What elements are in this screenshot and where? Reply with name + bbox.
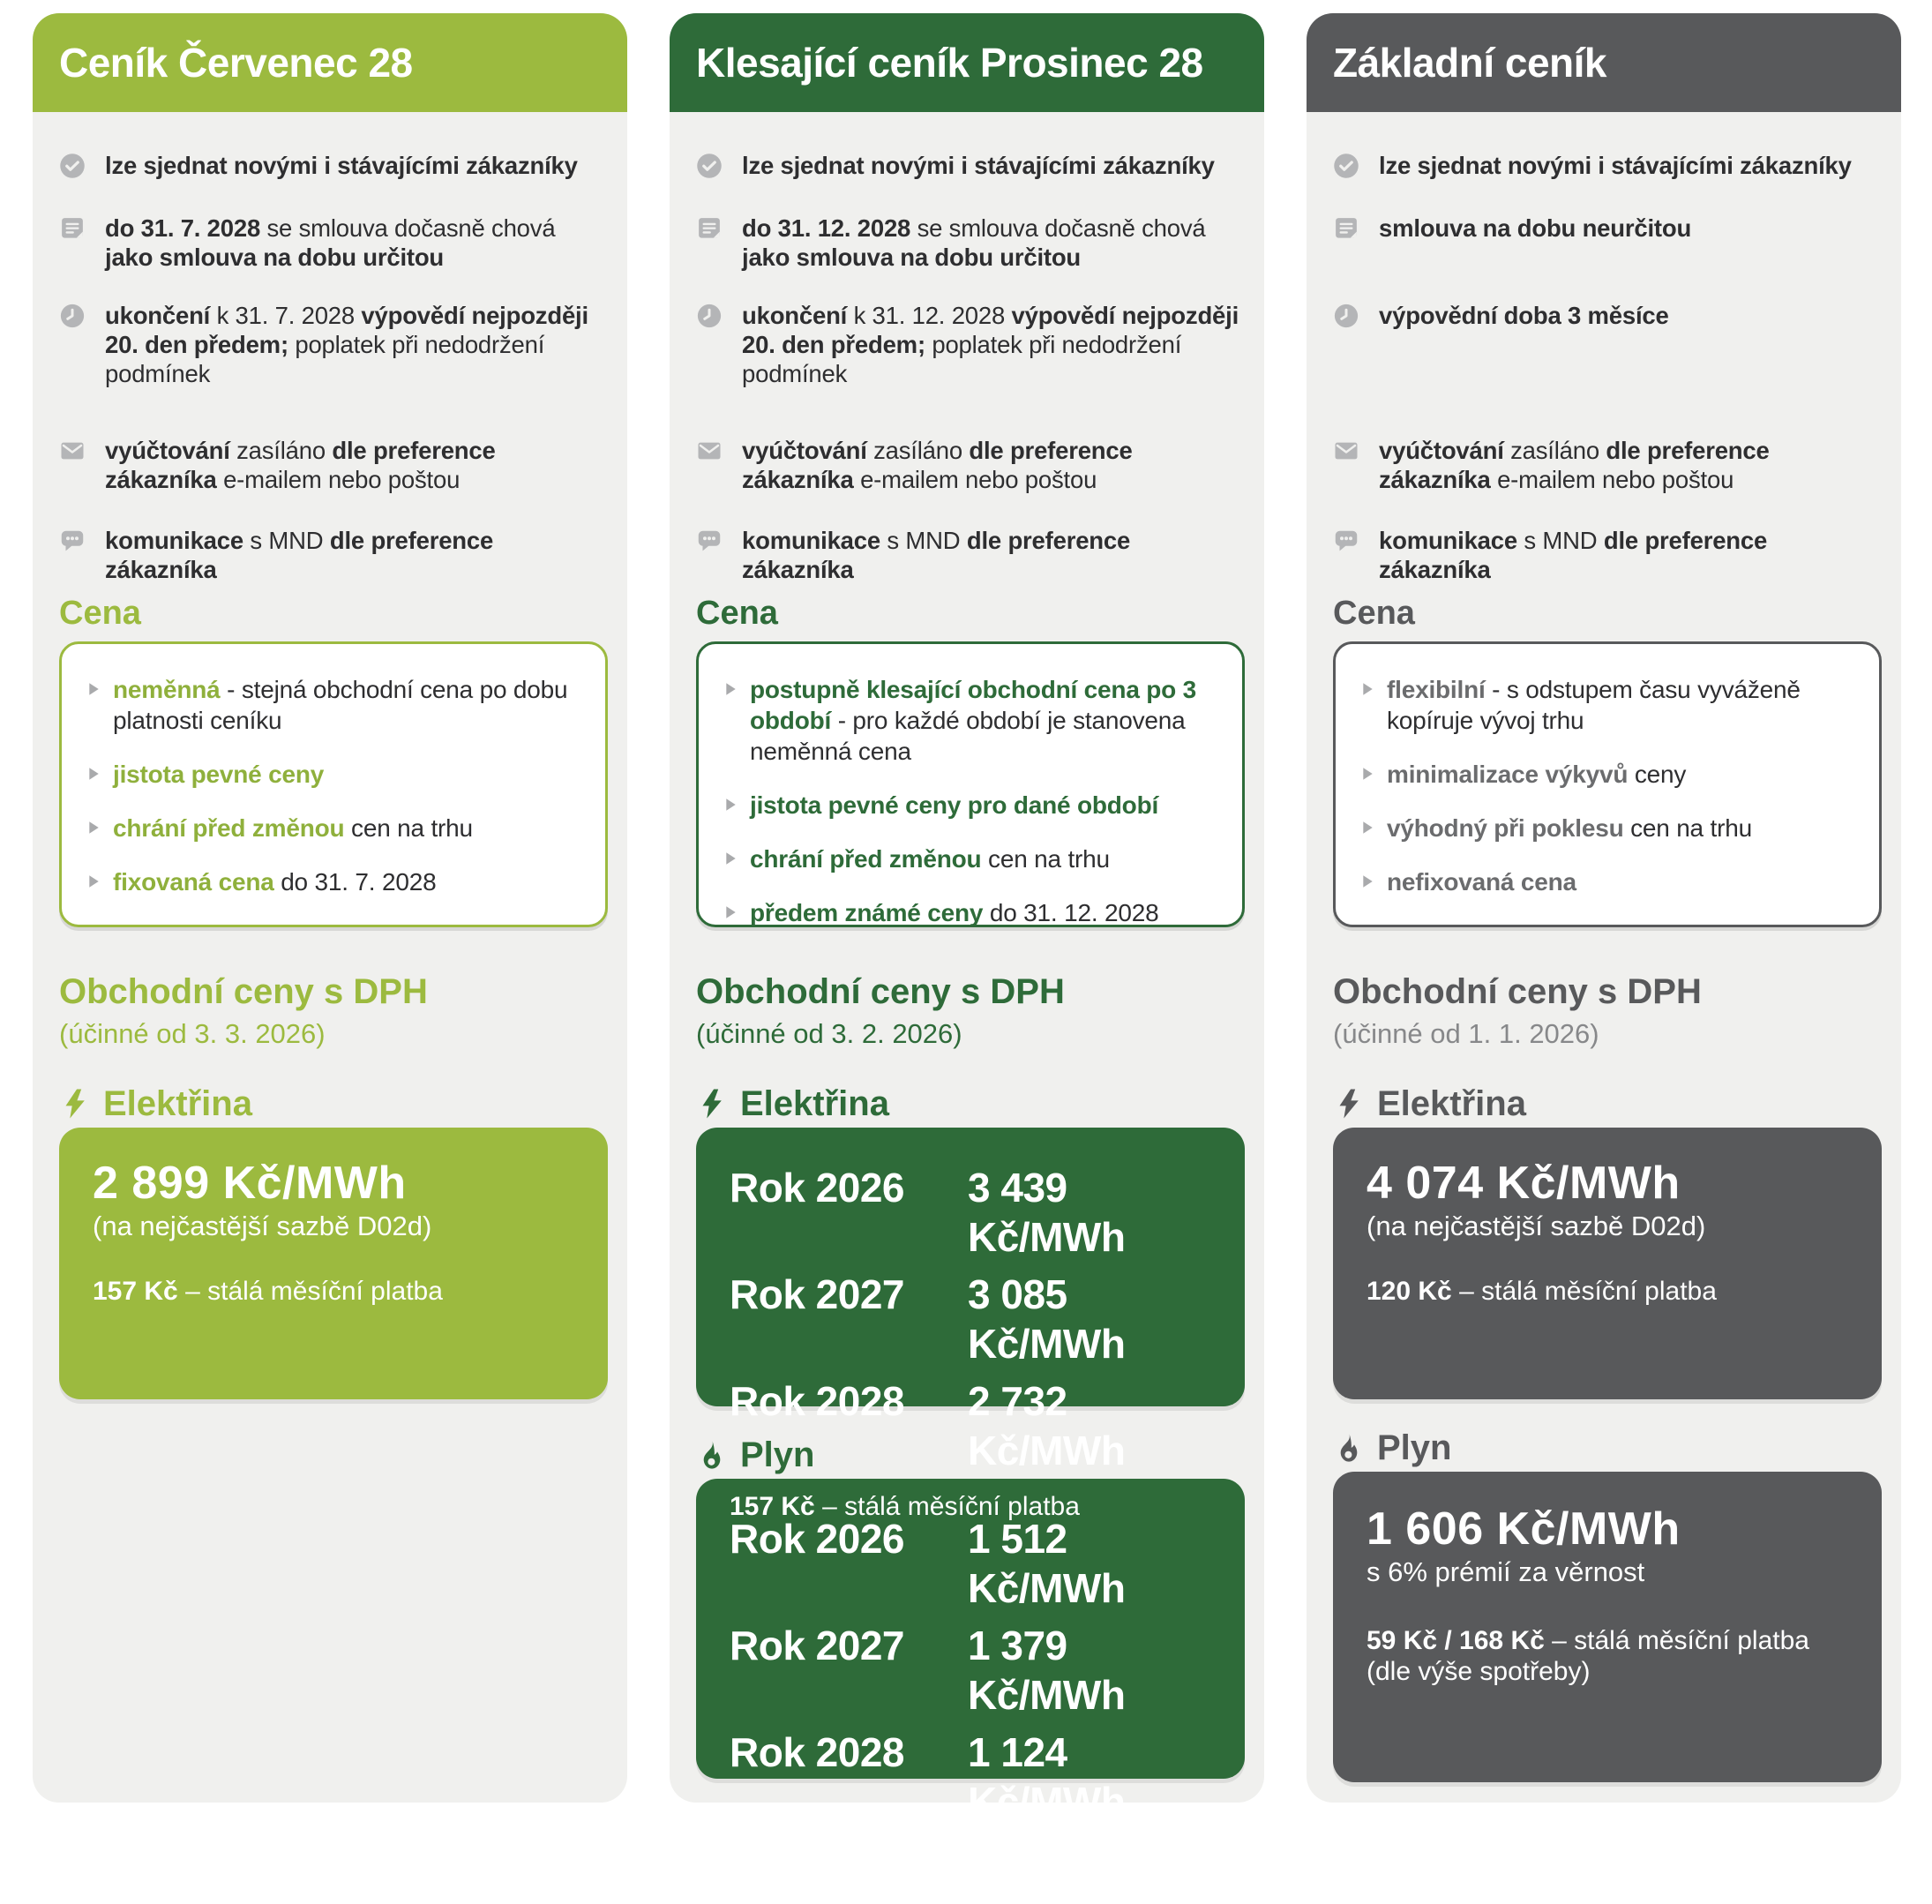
price-feature-item [725,790,1219,821]
price-feature-text [113,674,582,736]
electricity-heading [59,1083,608,1124]
triangle-bullet-icon [88,767,100,781]
triangle-bullet-icon [1362,821,1374,835]
bullet-text [105,151,578,180]
chat-bubble-icon [696,528,723,554]
year-label: Rok 2028 [730,1729,905,1775]
text-run: do 31. 7. 2028 [105,214,267,242]
gas-label: Plyn [740,1435,815,1474]
text-run: cen na trhu [1623,814,1752,842]
text-run: cen na trhu [981,845,1110,873]
document-icon [59,215,86,242]
text-run: – stálá měsíční platba [907,1843,1172,1872]
text-run: k 31. 12. 2028 [853,302,1012,329]
electricity-label: Elektřina [740,1083,889,1123]
text-run: k 31. 7. 2028 [216,302,362,329]
bullet-item [1333,526,1882,594]
price-feature-text [1387,674,1856,736]
gas-price-box [1333,1472,1882,1782]
bullet-item [59,214,608,301]
bullet-text [742,436,1245,494]
bullet-text [742,151,1215,180]
bullet-text [1379,301,1669,330]
triangle-bullet-icon [725,798,737,812]
text-run: 84 Kč / 157 Kč [730,1843,908,1872]
text-run: vyúčtování [1379,437,1511,464]
bullet-item [696,526,1245,594]
envelope-icon [59,438,86,464]
monthly-fee-note: (dle výše spotřeby) [1367,1657,1591,1686]
bullet-item [1333,301,1882,436]
text-run: – stálá měsíční platba [1544,1626,1809,1655]
bullet-text [1379,436,1882,494]
text-run: do 31. 12. 2028 [983,899,1159,926]
text-run: - pro každé období je stanovena neměnná cena [750,707,1186,765]
price-value: 1 379 Kč/MWh [968,1623,1126,1718]
price-value: 1 124 Kč/MWh [968,1729,1126,1825]
bullet-item [696,214,1245,301]
text-run: jistota pevné ceny pro dané období [750,791,1159,819]
bullet-item [1333,214,1882,301]
price-feature-item [1362,759,1856,790]
gas-heading [1333,1428,1882,1468]
electricity-price-note: (na nejčastější sazbě D02d) [93,1211,432,1241]
bullet-text [105,214,608,272]
document-icon [696,215,723,242]
price-row [730,1621,1211,1720]
price-features-box [59,641,608,927]
text-run: dle preference zákazníka [1379,527,1768,583]
text-run: – stálá měsíční platba [814,1492,1080,1521]
bullet-text [105,301,608,388]
text-run: cen na trhu [344,814,473,842]
lightning-bolt-icon [696,1086,728,1121]
text-run: se smlouva dočasně chová [917,214,1206,242]
bullet-text [742,214,1245,272]
bullet-text [1379,526,1882,584]
bullet-text [105,436,608,494]
text-run: e-mailem nebo poštou [223,466,461,493]
price-feature-text [113,759,324,790]
pricelist-card-basic [1307,13,1901,1803]
feature-bullet-list [59,112,608,594]
text-run: 157 Kč [93,1277,178,1306]
text-run: dle preference zákazníka [742,437,1133,493]
flame-icon [696,1437,728,1473]
text-run: 59 Kč / 168 Kč [1367,1626,1545,1655]
text-run: - s odstupem času vyváženě kopíruje vývoj trhu [1387,676,1801,734]
text-run: vyúčtování [105,437,237,464]
monthly-fee [93,1276,574,1307]
card-content [1307,112,1901,1782]
price-feature-text [1387,866,1576,897]
electricity-price-box [1333,1128,1882,1399]
price-feature-item [725,843,1219,874]
price-section-heading: Cena [59,595,141,632]
envelope-icon [1333,438,1359,464]
text-run: 157 Kč [730,1492,815,1521]
lightning-bolt-icon [1333,1086,1365,1121]
gas-label: Plyn [1377,1428,1452,1467]
text-run: neměnná [113,676,221,703]
price-row [730,1728,1211,1826]
price-feature-item [88,759,582,790]
text-run: poplatek při nedodržení podmínek [742,331,1182,387]
flame-icon [1333,1430,1365,1465]
text-run: zasíláno [873,437,970,464]
price-features-box [696,641,1245,927]
text-run: s MND [250,527,330,554]
price-feature-text [113,813,473,843]
year-label: Rok 2026 [730,1516,905,1562]
commercial-prices-heading: Obchodní ceny s DPH [1333,972,1702,1011]
text-run: zasíláno [236,437,333,464]
text-run: komunikace [1379,527,1524,554]
text-run: lze sjednat novými i stávajícími zákazníky [105,152,578,179]
effective-date: (účinné od 1. 1. 2026) [1333,1018,1599,1049]
price-row [730,1270,1211,1368]
monthly-fee [1367,1276,1848,1307]
monthly-fee [730,1842,1211,1873]
triangle-bullet-icon [88,874,100,888]
text-run: chrání před změnou [113,814,345,842]
feature-bullet-list [1333,112,1882,594]
gas-price: 1 606 Kč/MWh [1367,1503,1681,1555]
bullet-item [59,526,608,594]
text-run: dle preference zákazníka [105,527,494,583]
text-run: vyúčtování [742,437,874,464]
card-content [33,112,627,1399]
text-run: nefixovaná cena [1387,868,1576,896]
year-label: Rok 2027 [730,1271,905,1317]
triangle-bullet-icon [1362,874,1374,888]
text-run: předem známé ceny [750,899,984,926]
price-section-heading: Cena [696,595,778,632]
triangle-bullet-icon [88,682,100,696]
price-value: 3 085 Kč/MWh [968,1271,1126,1367]
effective-date: (účinné od 3. 2. 2026) [696,1018,962,1049]
price-feature-text [750,790,1158,821]
year-label: Rok 2026 [730,1165,905,1211]
text-run: e-mailem nebo poštou [1497,466,1734,493]
text-run: - stejná obchodní cena po dobu platnosti ceníku [113,676,568,734]
bullet-item [59,436,608,526]
price-feature-item [1362,674,1856,736]
check-circle-icon [696,153,723,179]
text-run: s MND [1524,527,1604,554]
price-feature-item [725,897,1219,928]
bullet-text [742,526,1245,584]
text-run: chrání před změnou [750,845,982,873]
effective-date: (účinné od 3. 3. 2026) [59,1018,326,1049]
pricelist-card-fixed-july-28 [33,13,627,1803]
year-label: Rok 2027 [730,1623,905,1668]
text-run: jako smlouva na dobu určitou [105,244,445,271]
document-icon [1333,215,1359,242]
triangle-bullet-icon [725,851,737,866]
price-section-heading: Cena [1333,595,1415,632]
text-run: dle preference zákazníka [742,527,1131,583]
electricity-price: 4 074 Kč/MWh [1367,1158,1681,1209]
text-run: – stálá měsíční platba [177,1277,443,1306]
price-feature-text [113,866,436,897]
triangle-bullet-icon [1362,682,1374,696]
pricelist-card-decreasing-december-28 [670,13,1264,1903]
triangle-bullet-icon [725,682,737,696]
card-header [33,13,627,112]
triangle-bullet-icon [1362,767,1374,781]
text-run: komunikace [105,527,251,554]
price-feature-text [750,674,1219,767]
electricity-price: 2 899 Kč/MWh [93,1158,407,1209]
bullet-item [1333,151,1882,214]
text-run: výhodný při poklesu [1387,814,1624,842]
chat-bubble-icon [1333,528,1359,554]
price-value: 1 512 Kč/MWh [968,1516,1126,1611]
bullet-item [696,301,1245,436]
text-run: fixovaná cena [113,868,274,896]
gas-price-note: s 6% prémií za věrnost [1367,1556,1645,1587]
text-run: výpovědní doba 3 měsíce [1379,302,1669,329]
triangle-bullet-icon [725,905,737,919]
price-feature-text [750,897,1158,928]
text-run: s MND [887,527,967,554]
electricity-label: Elektřina [103,1083,252,1123]
clock-icon [1333,303,1359,329]
text-run: ukončení [105,302,217,329]
card-header [1307,13,1901,112]
text-run: e-mailem nebo poštou [860,466,1097,493]
monthly-fee-note: (dle výše spotřeby) [730,1874,954,1903]
text-run: minimalizace výkyvů [1387,761,1629,788]
price-row [730,1514,1211,1613]
text-run: do 31. 7. 2028 [273,868,437,896]
check-circle-icon [1333,153,1359,179]
text-run: jako smlouva na dobu určitou [742,244,1082,271]
text-run: – stálá měsíční platba [1451,1277,1717,1306]
bullet-text [742,301,1245,388]
price-feature-item [88,674,582,736]
text-run: jistota pevné ceny [113,761,325,788]
text-run: smlouva na dobu neurčitou [1379,214,1692,242]
card-title: Klesající ceník Prosinec 28 [696,40,1203,86]
electricity-price-note: (na nejčastější sazbě D02d) [1367,1211,1706,1241]
text-run: 120 Kč [1367,1277,1452,1306]
price-feature-text [1387,759,1686,790]
text-run: dle preference zákazníka [105,437,496,493]
price-feature-item [1362,866,1856,897]
text-run: lze sjednat novými i stávajícími zákazníky [1379,152,1852,179]
text-run: postupně klesající obchodní cena po 3 období [750,676,1197,734]
card-title: Ceník Červenec 28 [59,40,413,86]
text-run: lze sjednat novými i stávajícími zákazníky [742,152,1215,179]
text-run: zasíláno [1510,437,1606,464]
check-circle-icon [59,153,86,179]
price-feature-item [88,813,582,843]
electricity-label: Elektřina [1377,1083,1526,1123]
text-run: do 31. 12. 2028 [742,214,917,242]
price-feature-item [1362,813,1856,843]
price-feature-item [88,866,582,897]
price-value: 3 439 Kč/MWh [968,1165,1126,1260]
envelope-icon [696,438,723,464]
electricity-heading [1333,1083,1882,1124]
clock-icon [59,303,86,329]
text-run: flexibilní [1387,676,1486,703]
price-feature-text [750,843,1110,874]
commercial-prices-heading: Obchodní ceny s DPH [696,972,1065,1011]
bullet-item [59,301,608,436]
text-run: ukončení [742,302,854,329]
text-run: se smlouva dočasně chová [266,214,556,242]
commercial-prices-heading: Obchodní ceny s DPH [59,972,428,1011]
year-label: Rok 2028 [730,1378,905,1424]
bullet-text [1379,151,1852,180]
text-run: výpovědí nejpozději 20. den předem; [742,302,1239,358]
price-features-box [1333,641,1882,927]
chat-bubble-icon [59,528,86,554]
price-feature-item [725,674,1219,767]
text-run: ceny [1628,761,1687,788]
price-row [730,1163,1211,1262]
bullet-item [696,436,1245,526]
bullet-item [59,151,608,214]
monthly-fee [1367,1625,1848,1656]
bullet-text [105,526,608,584]
electricity-heading [696,1083,1245,1124]
electricity-price-box [59,1128,608,1399]
text-run: dle preference zákazníka [1379,437,1770,493]
price-value: 2 732 Kč/MWh [968,1378,1126,1473]
triangle-bullet-icon [88,821,100,835]
text-run: komunikace [742,527,887,554]
card-content [670,112,1264,1903]
clock-icon [696,303,723,329]
text-run: výpovědí nejpozději 20. den předem; [105,302,588,358]
bullet-item [1333,436,1882,526]
bullet-item [696,151,1245,214]
card-title: Základní ceník [1333,40,1607,86]
gas-price-box [696,1479,1245,1903]
card-header [670,13,1264,112]
feature-bullet-list [696,112,1245,594]
bullet-text [1379,214,1691,243]
text-run: poplatek při nedodržení podmínek [105,331,545,387]
lightning-bolt-icon [59,1086,91,1121]
price-feature-text [1387,813,1752,843]
